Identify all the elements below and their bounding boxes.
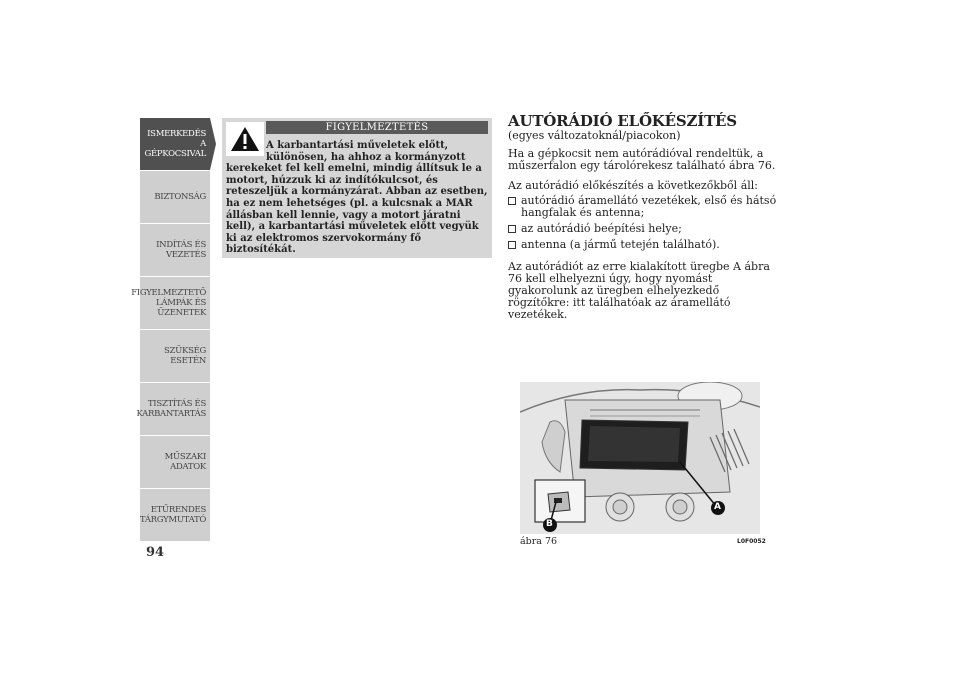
warning-text-indent: A karbantartási műveletek előtt, különösen, ha ahhoz a kormányzott	[266, 140, 466, 163]
warning-text	[226, 140, 488, 256]
paragraph-3: Az autórádiót az erre kialakított üregbe A ábra 76 kell elhelyezni úgy, hogy nyomást gyakorolunk az üregben elhelyezkedő rögzítőkre: itt találhatóak az áramellátó vezetékek.	[508, 260, 770, 321]
tab-biztonsag[interactable]: BIZTONSÁG	[140, 171, 210, 224]
list-item: antenna (a jármű tetején található).	[508, 239, 778, 251]
tab-ismerkedes[interactable]: ISMERKEDÉS A GÉPKOCSIVAL	[140, 118, 210, 171]
warning-text-rest: kerekeket fel kell emelni, mindig állítsuk le a motort, húzzuk ki az indítókulcsot, és reteszeljük a kormányzárat. Abban az esetben, ha ez nem lehetséges (pl. a kulcsnak a MAR állásban kell lennie, vagy a motort járatni kell), a karbantartási műveletek előtt vegyük ki az elektromos szervokormány fő biztosítékát.	[226, 163, 488, 256]
figure-label-b: B	[546, 519, 553, 529]
list-item: autórádió áramellátó vezetékek, első és hátsó hangfalak és antenna;	[508, 195, 778, 219]
section-heading: AUTÓRÁDIÓ ELŐKÉSZÍTÉS	[508, 112, 737, 130]
dashboard-drawing	[520, 382, 760, 534]
tab-muszaki[interactable]: MŰSZAKI ADATOK	[140, 436, 210, 489]
list-item: az autórádió beépítési helye;	[508, 223, 778, 235]
tab-figyelmezteto[interactable]: FIGYELMEZTETŐ LÁMPÁK ÉS ÜZENETEK	[140, 277, 210, 330]
figure-caption: ábra 76	[520, 536, 558, 547]
chapter-tabs	[131, 118, 210, 542]
tab-inditas[interactable]: INDÍTÁS ÉS VEZETÉS	[140, 224, 210, 277]
tab-tisztitas[interactable]: TISZTÍTÁS ÉS KARBANTARTÁS	[140, 383, 210, 436]
paragraph-1: Ha a gépkocsit nem autórádióval rendeltük, a műszerfalon egy tárolórekesz található ábra 76.	[508, 147, 776, 172]
dashboard-illustration	[520, 382, 760, 534]
checkbox-bullet-icon	[508, 225, 516, 233]
paragraph-2: Az autórádió előkészítés a következőkből áll:	[508, 179, 758, 192]
feature-list	[508, 195, 778, 255]
tab-szukseg[interactable]: SZÜKSÉG ESETÉN	[140, 330, 210, 383]
warning-title: FIGYELMEZTETÉS	[266, 121, 488, 134]
section-subheading: (egyes változatoknál/piacokon)	[508, 129, 681, 142]
checkbox-bullet-icon	[508, 241, 516, 249]
warning-box	[222, 118, 492, 258]
checkbox-bullet-icon	[508, 197, 516, 205]
figure-label-a: A	[714, 502, 721, 512]
tab-targymutato[interactable]: ETŰRENDES TÁRGYMUTATÓ	[140, 489, 210, 542]
figure-code: L0F0052	[737, 538, 766, 545]
page-number: 94	[146, 545, 165, 560]
